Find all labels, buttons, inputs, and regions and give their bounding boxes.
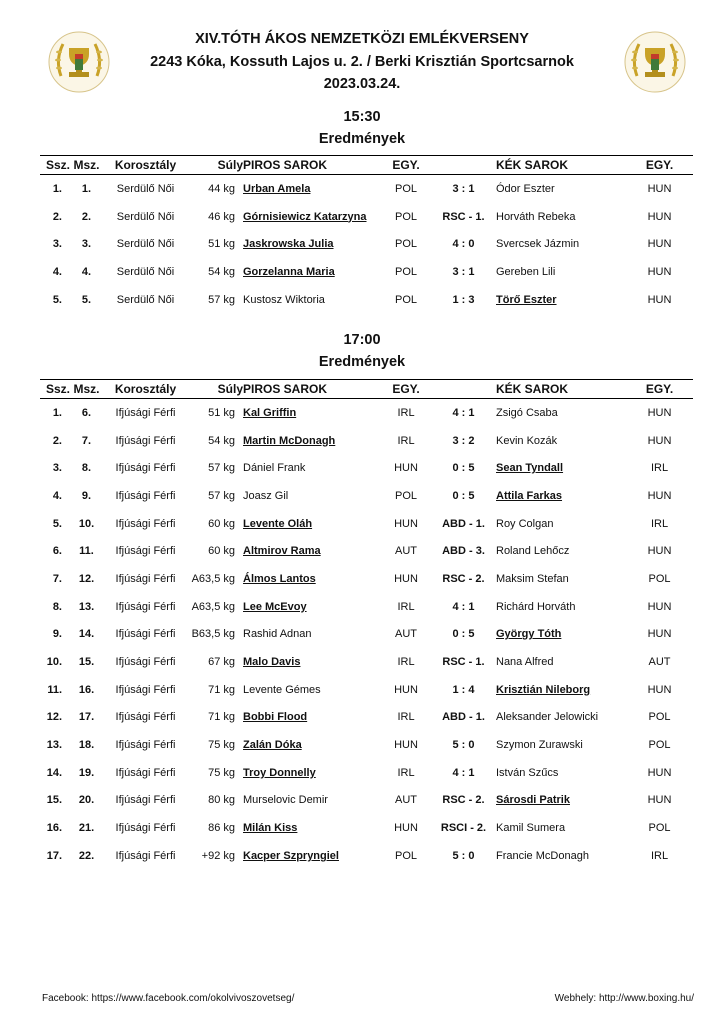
session-title: Eredmények [318,131,406,147]
cell-age-group: Ifjúsági Férfi [115,794,176,807]
cell-red-corner: Joasz Gil [243,489,289,502]
cell-red-club: HUN [394,517,418,530]
cell-blue-corner: Nana Alfred [496,656,554,669]
winner-name: Altmirov Rama [243,545,321,558]
cell-age-group: Ifjúsági Férfi [115,849,176,862]
cell-red-corner [243,565,381,593]
cell-red-club: IRL [397,766,415,779]
cell-msz: 8. [81,462,92,475]
cell-msz: 20. [78,794,95,807]
cell-blue-corner: Ódor Eszter [496,182,555,195]
cell-age-group: Serdülő Női [116,265,175,278]
winner-name: Troy Donnelly [243,766,316,779]
cell-red-club: IRL [397,656,415,669]
cell-red-corner [243,230,381,258]
cell-red-corner: Murselovic Demir [243,794,328,807]
cell-result: 4 : 1 [452,766,475,779]
cell-msz: 21. [78,822,95,835]
event-date: 2023.03.24. [323,76,401,92]
cell-blue-club: POL [648,739,671,752]
cell-blue-corner: Roy Colgan [496,517,554,530]
cell-result: RSC - 2. [442,794,485,807]
cell-age-group: Serdülő Női [116,293,175,306]
winner-name: Milán Kiss [243,822,298,835]
cell-msz: 10. [78,517,95,530]
cell-red-corner [243,731,381,759]
cell-weight: 71 kg [208,683,235,696]
cell-result: RSC - 1. [442,656,485,669]
cell-red-club: HUN [394,462,418,475]
cell-ssz: 12. [46,711,62,724]
cell-blue-corner [496,286,626,314]
cell-age-group: Ifjúsági Férfi [115,600,176,613]
col-korosztaly-header: Korosztály [103,156,188,175]
cell-weight: 60 kg [208,545,235,558]
cell-red-club: POL [394,182,417,195]
cell-blue-club: IRL [650,849,669,862]
cell-red-corner [243,203,381,231]
table-row [40,787,693,815]
table-row [40,203,693,231]
event-title: XIV.TÓTH ÁKOS NEMZETKÖZI EMLÉKVERSENY [195,31,529,47]
cell-result: 3 : 1 [452,265,475,278]
cell-ssz: 3. [52,462,62,475]
table-row [40,537,693,565]
cell-blue-club: HUN [647,489,672,502]
cell-msz: 5. [81,293,92,306]
cell-weight: A63,5 kg [191,600,235,613]
cell-red-club: POL [394,210,417,223]
col-suly-header: Súly [188,380,243,399]
cell-result: 0 : 5 [452,628,475,641]
cell-age-group: Ifjúsági Férfi [115,517,176,530]
cell-blue-corner [496,676,626,704]
table-row [40,676,693,704]
col-korosztaly-header: Korosztály [103,380,188,399]
winner-name: Urban Amela [243,182,311,195]
table-row [40,230,693,258]
cell-ssz: 9. [52,628,62,641]
cell-age-group: Ifjúsági Férfi [115,434,176,447]
table-row [40,621,693,649]
cell-blue-corner: Svercsek Jázmin [496,238,580,251]
cell-red-club: POL [394,265,417,278]
cell-msz: 18. [78,739,95,752]
cell-msz: 1. [81,182,92,195]
cell-ssz: 1. [52,182,62,195]
table-row [40,842,693,870]
cell-red-corner [243,593,381,621]
cell-msz: 4. [81,265,92,278]
event-venue: 2243 Kóka, Kossuth Lajos u. 2. / Berki Krisztián Sportcsarnok [150,53,574,70]
cell-weight: 51 kg [208,406,235,419]
session-2-heading [0,329,724,373]
cell-blue-corner: Zsigó Csaba [496,406,558,419]
cell-msz: 19. [78,766,95,779]
cell-weight: 44 kg [208,182,235,195]
cell-ssz: 2. [52,210,62,223]
cell-result: 3 : 1 [452,182,475,195]
table-row [40,814,693,842]
cell-ssz: 17. [46,849,62,862]
cell-weight: 71 kg [208,711,235,724]
cell-red-corner [243,814,381,842]
cell-weight: B63,5 kg [191,628,235,641]
cell-ssz: 13. [46,739,62,752]
cell-blue-club: HUN [647,293,672,306]
table-row [40,593,693,621]
session-time: 17:00 [343,332,381,348]
cell-red-club: POL [394,293,417,306]
cell-result: 5 : 0 [452,739,475,752]
cell-blue-corner: Kevin Kozák [496,434,558,447]
cell-blue-club: HUN [647,600,672,613]
cell-blue-club: POL [648,711,671,724]
col-piros-sarok-header: PIROS SAROK [243,380,381,399]
winner-name: Górnisiewicz Katarzyna [243,210,367,223]
winner-name: Bobbi Flood [243,711,308,724]
table-row [40,427,693,455]
winner-name: Attila Farkas [496,489,563,502]
cell-blue-corner: Maksim Stefan [496,572,569,585]
cell-result: 1 : 3 [452,293,475,306]
col-result-header [431,380,496,399]
cell-blue-corner [496,482,626,510]
document-header [0,28,724,96]
cell-blue-club: HUN [647,406,672,419]
cell-red-corner: Dániel Frank [243,462,306,475]
cell-red-corner [243,510,381,538]
cell-msz: 11. [79,545,94,558]
cell-blue-club: AUT [648,656,671,669]
cell-ssz: 5. [52,293,62,306]
cell-red-club: HUN [394,683,418,696]
cell-msz: 6. [81,406,92,419]
cell-ssz: 14. [46,766,62,779]
cell-msz: 17. [78,711,95,724]
table-row [40,175,693,203]
cell-ssz: 10. [46,656,62,669]
cell-blue-corner: Richárd Horváth [496,600,576,613]
cell-red-corner: Rashid Adnan [243,628,312,641]
col-result-header [431,156,496,175]
cell-blue-corner: Horváth Rebeka [496,210,576,223]
cell-msz: 15. [78,656,95,669]
cell-blue-corner: Gereben Lili [496,265,556,278]
cell-blue-club: HUN [647,434,672,447]
cell-ssz: 1. [52,406,62,419]
cell-age-group: Ifjúsági Férfi [115,766,176,779]
cell-blue-corner [496,454,626,482]
col-egy-blue-header: EGY. [626,380,693,399]
cell-red-corner [243,175,381,203]
cell-blue-corner: Roland Lehőcz [496,545,570,558]
cell-red-corner [243,704,381,732]
cell-age-group: Serdülő Női [116,182,175,195]
cell-red-corner: Levente Gémes [243,683,321,696]
cell-weight: 57 kg [208,462,235,475]
table-row [40,482,693,510]
cell-msz: 16. [78,683,95,696]
cell-age-group: Ifjúsági Férfi [115,822,176,835]
col-kek-sarok-header: KÉK SAROK [496,380,626,399]
cell-red-club: POL [394,238,417,251]
cell-red-club: HUN [394,739,418,752]
cell-red-corner [243,842,381,870]
winner-name: Álmos Lantos [243,572,316,585]
cell-blue-club: POL [648,572,671,585]
col-ssz-header: Ssz. [40,156,70,175]
cell-result: 4 : 1 [452,406,475,419]
winner-name: Lee McEvoy [243,600,307,613]
cell-blue-club: HUN [647,794,672,807]
cell-red-club: IRL [397,711,415,724]
cell-age-group: Ifjúsági Férfi [115,545,176,558]
cell-ssz: 4. [52,265,62,278]
table-row [40,731,693,759]
cell-red-corner [243,258,381,286]
cell-weight: 80 kg [208,794,235,807]
cell-blue-club: POL [648,822,671,835]
cell-msz: 22. [78,849,95,862]
winner-name: György Tóth [496,628,562,641]
cell-red-club: HUN [394,822,418,835]
cell-blue-club: HUN [647,545,672,558]
cell-result: 3 : 2 [452,434,475,447]
winner-name: Sean Tyndall [496,462,564,475]
cell-weight: 86 kg [208,822,235,835]
cell-red-club: AUT [395,545,417,558]
cell-age-group: Ifjúsági Férfi [115,739,176,752]
cell-blue-corner: István Szűcs [496,766,559,779]
cell-red-corner [243,759,381,787]
cell-age-group: Ifjúsági Férfi [115,572,176,585]
cell-ssz: 6. [52,545,62,558]
cell-result: 1 : 4 [452,683,475,696]
cell-msz: 7. [81,434,92,447]
footer-website-link[interactable]: Webhely: http://www.boxing.hu/ [554,993,694,1004]
cell-ssz: 7. [52,572,62,585]
session-1-heading [0,106,724,150]
winner-name: Jaskrowska Julia [243,238,334,251]
col-kek-sarok-header: KÉK SAROK [496,156,626,175]
cell-weight: 54 kg [208,434,235,447]
cell-red-corner [243,399,381,427]
cell-red-corner [243,648,381,676]
cell-ssz: 15. [46,794,62,807]
cell-blue-club: HUN [647,210,672,223]
session-title: Eredmények [318,354,406,370]
cell-age-group: Serdülő Női [116,238,175,251]
cell-blue-club: HUN [647,238,672,251]
cell-weight: 75 kg [208,739,235,752]
winner-name: Martin McDonagh [243,434,336,447]
cell-red-corner [243,537,381,565]
table-row [40,399,693,427]
winner-name: Levente Oláh [243,517,313,530]
cell-weight: +92 kg [201,849,235,862]
cell-age-group: Ifjúsági Férfi [115,489,176,502]
cell-msz: 2. [81,210,92,223]
winner-name: Kacper Szpryngiel [243,849,339,862]
col-egy-blue-header: EGY. [626,156,693,175]
cell-result: ABD - 1. [442,711,485,724]
results-table-session-1 [40,155,693,313]
cell-weight: 57 kg [208,293,235,306]
cell-msz: 14. [78,628,95,641]
cell-weight: 75 kg [208,766,235,779]
cell-blue-club: HUN [647,766,672,779]
cell-blue-corner: Francie McDonagh [496,849,589,862]
cell-ssz: 5. [52,517,62,530]
winner-name: Kal Griffin [243,406,297,419]
cell-ssz: 8. [52,600,62,613]
cell-result: ABD - 1. [442,517,485,530]
cell-msz: 9. [81,489,92,502]
cell-weight: 54 kg [208,265,235,278]
cell-blue-corner: Szymon Zurawski [496,739,583,752]
cell-weight: 46 kg [208,210,235,223]
table-row [40,704,693,732]
winner-name: Sárosdi Patrik [496,794,570,807]
session-time: 15:30 [343,109,381,125]
table-row [40,510,693,538]
cell-red-club: IRL [397,434,415,447]
winner-name: Krisztián Nileborg [496,683,591,696]
table-header-row [40,156,693,175]
cell-age-group: Ifjúsági Férfi [115,406,176,419]
cell-weight: A63,5 kg [191,572,235,585]
table-row [40,454,693,482]
cell-age-group: Ifjúsági Férfi [115,628,176,641]
cell-result: 5 : 0 [452,849,475,862]
results-table-session-2 [40,379,693,870]
col-egy-red-header: EGY. [381,380,431,399]
col-ssz-header: Ssz. [40,380,70,399]
cell-blue-club: HUN [647,265,672,278]
cell-weight: 60 kg [208,517,235,530]
cell-blue-corner: Kamil Sumera [496,822,566,835]
winner-name: Malo Davis [243,656,301,669]
cell-blue-corner: Aleksander Jelowicki [496,711,599,724]
col-msz-header: Msz. [70,380,103,399]
winner-name: Gorzelanna Maria [243,265,335,278]
cell-blue-club: IRL [650,517,669,530]
cell-age-group: Ifjúsági Férfi [115,462,176,475]
cell-red-corner: Kustosz Wiktoria [243,293,325,306]
cell-msz: 12. [78,572,95,585]
table-row [40,759,693,787]
footer-facebook-link[interactable]: Facebook: https://www.facebook.com/okolvivoszovetseg/ [42,993,295,1004]
table-header-row [40,380,693,399]
cell-result: RSC - 2. [442,572,485,585]
cell-result: RSCI - 2. [440,822,487,835]
cell-red-club: POL [394,489,417,502]
cell-blue-club: HUN [647,628,672,641]
cell-blue-corner [496,787,626,815]
cell-blue-club: IRL [650,462,669,475]
cell-result: RSC - 1. [442,210,485,223]
cell-red-club: AUT [395,628,417,641]
cell-weight: 51 kg [208,238,235,251]
cell-result: 0 : 5 [452,489,475,502]
cell-red-club: AUT [395,794,417,807]
cell-result: 4 : 1 [452,600,475,613]
cell-weight: 57 kg [208,489,235,502]
cell-red-club: IRL [397,600,415,613]
cell-weight: 67 kg [208,656,235,669]
cell-result: 0 : 5 [452,462,475,475]
table-row [40,648,693,676]
cell-blue-club: HUN [647,182,672,195]
cell-age-group: Ifjúsági Férfi [115,711,176,724]
cell-age-group: Serdülő Női [116,210,175,223]
table-row [40,565,693,593]
winner-name: Törő Eszter [496,293,557,306]
col-piros-sarok-header: PIROS SAROK [243,156,381,175]
cell-red-club: POL [394,849,417,862]
cell-ssz: 4. [52,489,62,502]
cell-ssz: 3. [52,238,62,251]
col-egy-red-header: EGY. [381,156,431,175]
cell-msz: 13. [78,600,95,613]
cell-age-group: Ifjúsági Férfi [115,683,176,696]
cell-result: ABD - 3. [442,545,485,558]
cell-red-club: IRL [397,406,415,419]
winner-name: Zalán Dóka [243,739,302,752]
cell-blue-corner [496,621,626,649]
col-msz-header: Msz. [70,156,103,175]
cell-age-group: Ifjúsági Férfi [115,656,176,669]
cell-ssz: 16. [46,822,62,835]
cell-red-club: HUN [394,572,418,585]
cell-red-corner [243,427,381,455]
table-row [40,286,693,314]
cell-blue-club: HUN [647,683,672,696]
cell-msz: 3. [81,238,92,251]
cell-ssz: 11. [47,683,62,696]
table-row [40,258,693,286]
col-suly-header: Súly [188,156,243,175]
cell-result: 4 : 0 [452,238,475,251]
cell-ssz: 2. [52,434,62,447]
